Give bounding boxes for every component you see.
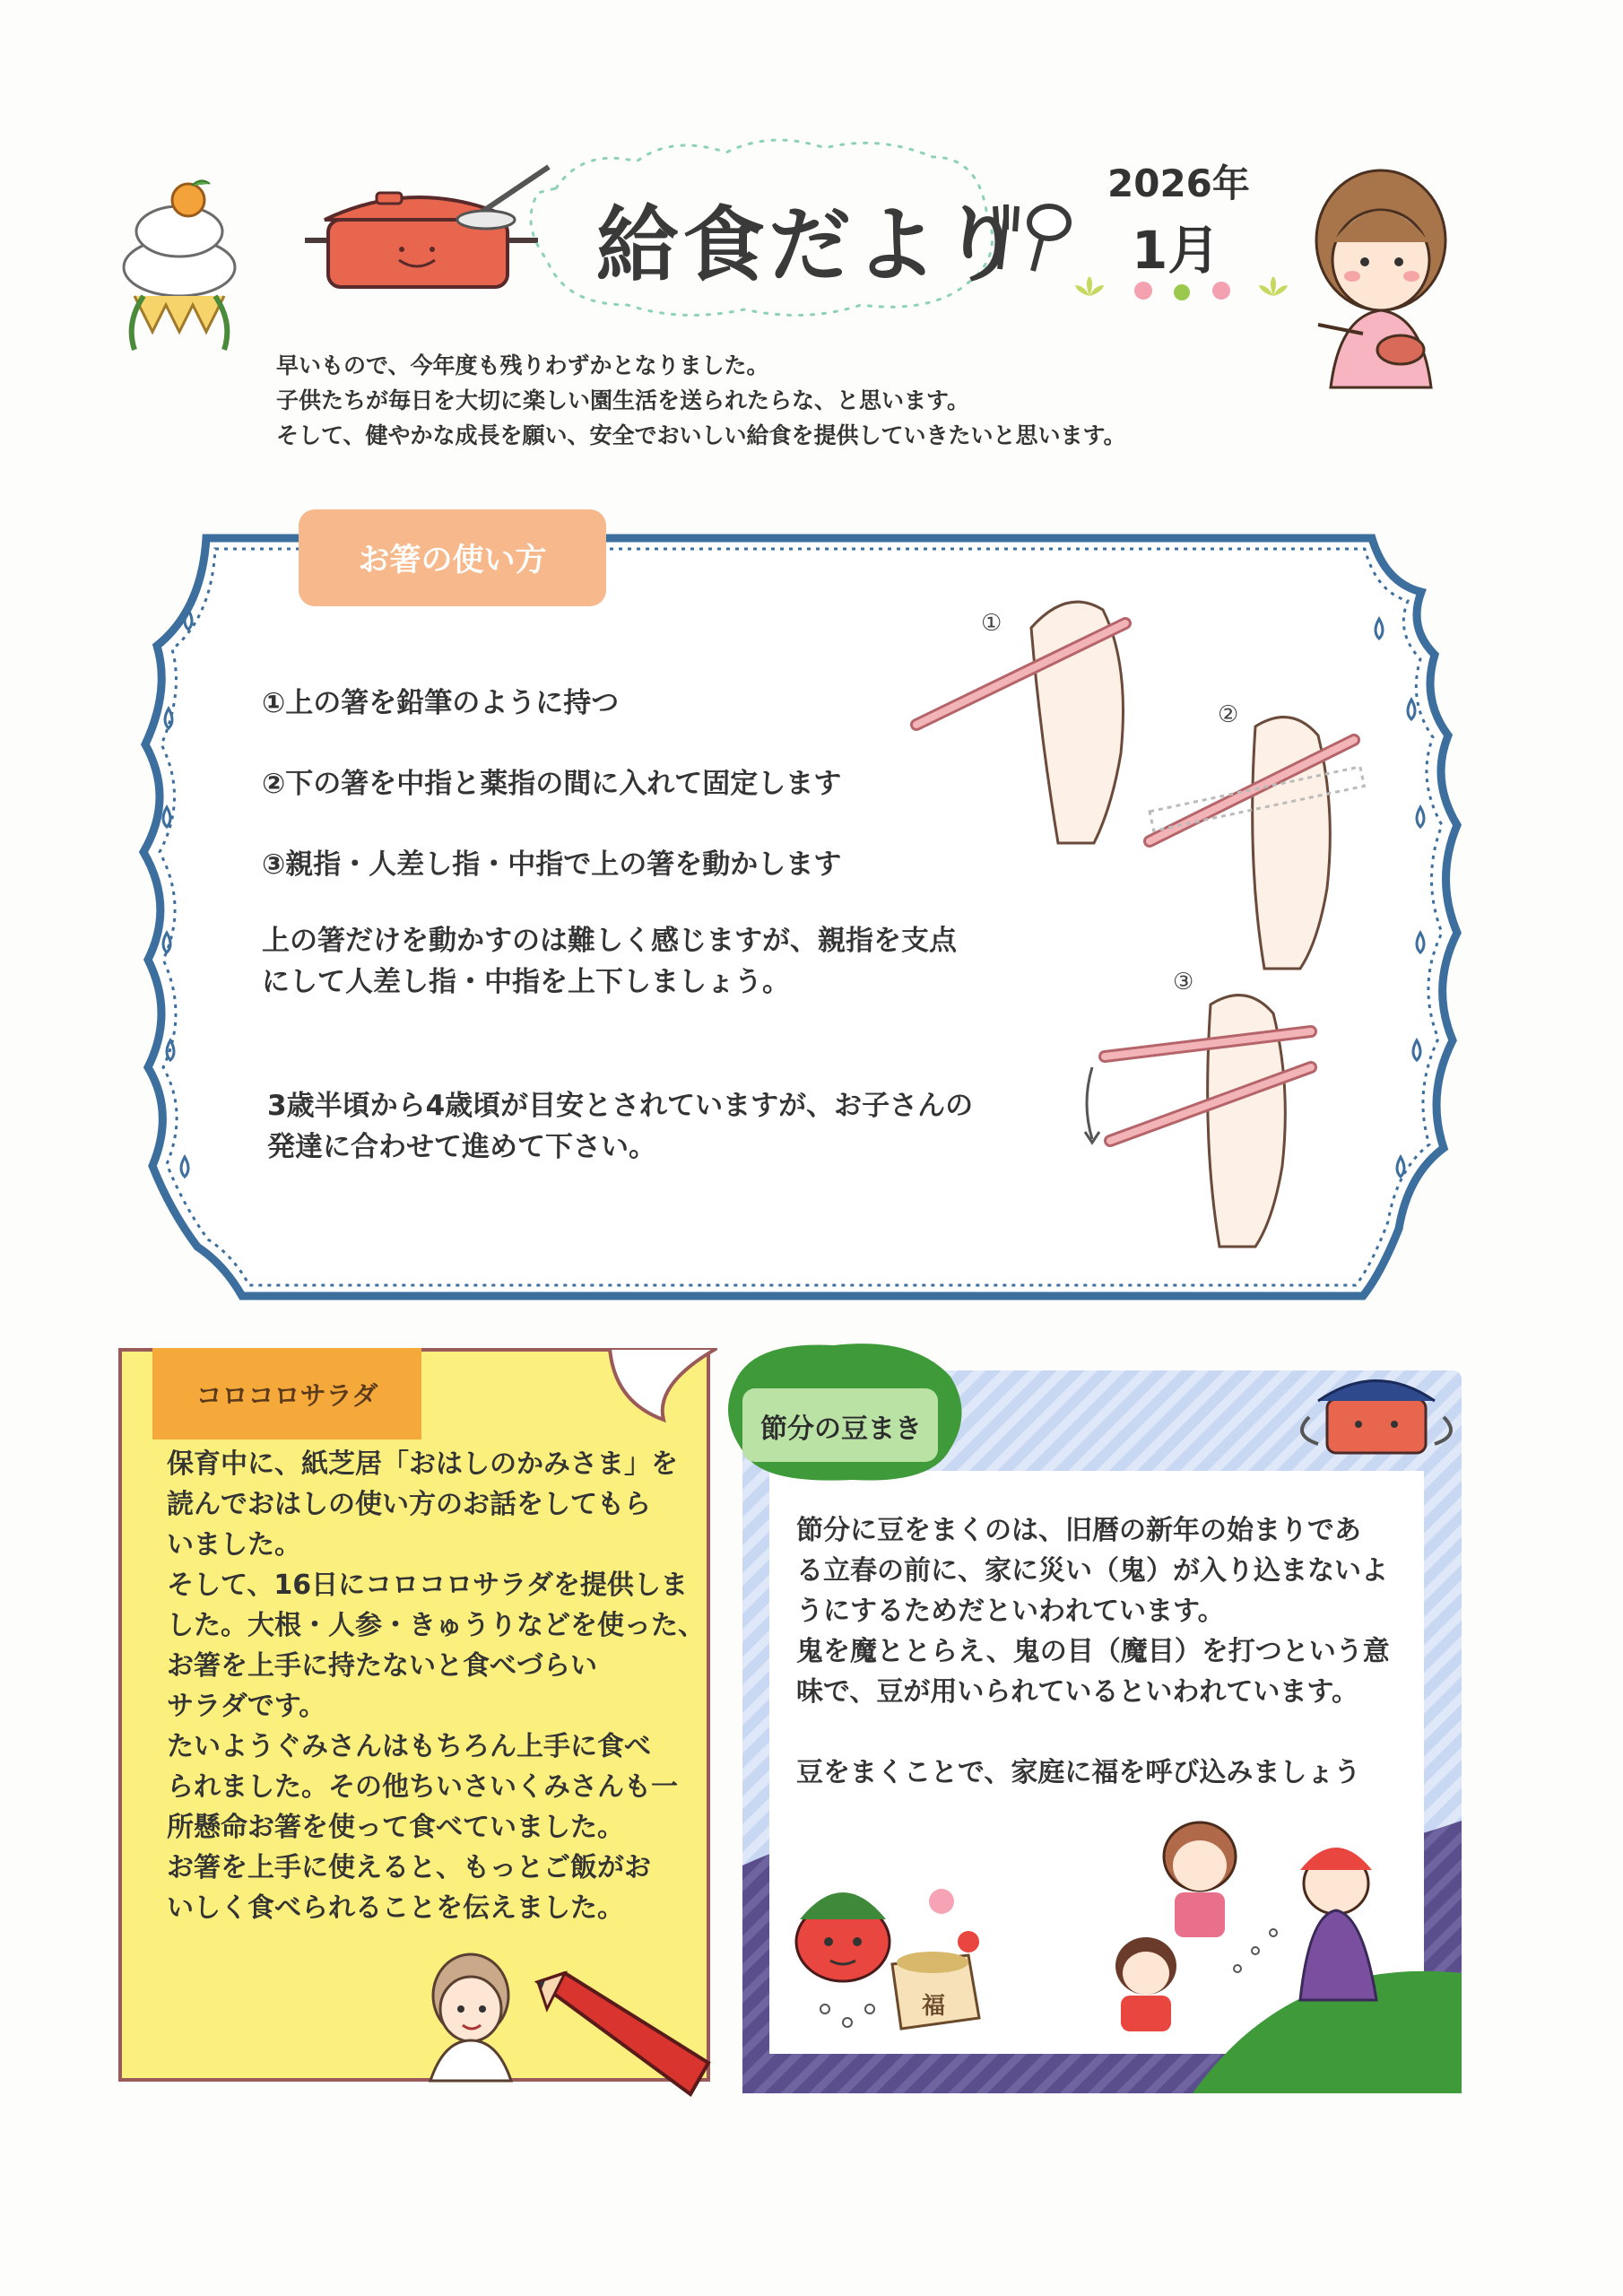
figure-label-1: ①: [981, 610, 1002, 637]
age-line: 発達に合わせて進めて下さい。: [267, 1131, 656, 1163]
salad-section-tag: コロコロサラダ: [152, 1348, 421, 1439]
salad-line: サラダです。: [167, 1691, 326, 1722]
salad-line: お箸を上手に持たないと食べづらい: [167, 1650, 597, 1682]
salad-line: お箸を上手に使えると、もっとご飯がお: [167, 1852, 651, 1883]
age-line: 3歳半頃から4歳頃が目安とされていますが、お子さんの: [267, 1090, 974, 1122]
salad-line: られました。その他ちいさいくみさんも一: [167, 1771, 678, 1803]
salad-line: いました。: [167, 1529, 301, 1561]
setsubun-line: る立春の前に、家に災い（鬼）が入り込まないよ: [796, 1555, 1388, 1587]
intro-line: 子供たちが毎日を大切に楽しい園生活を送られたらな、と思います。: [276, 387, 970, 413]
figure-label-3: ③: [1173, 969, 1194, 996]
fuku-box-label: 福: [922, 1993, 946, 2020]
issue-year: 2026年: [1107, 161, 1250, 205]
step-2: ②下の箸を中指と薬指の間に入れて固定します: [262, 768, 842, 800]
step-1: ①上の箸を鉛筆のように持つ: [262, 687, 620, 719]
tip-line: 上の箸だけを動かすのは難しく感じますが、親指を支点: [262, 925, 957, 957]
setsubun-line: 味で、豆が用いられているといわれています。: [796, 1676, 1358, 1708]
salad-line: 保育中に、紙芝居「おはしのかみさま」を: [167, 1448, 678, 1480]
setsubun-line: うにするためだといわれています。: [796, 1596, 1225, 1627]
salad-line: そして、16日にコロコロサラダを提供しま: [167, 1570, 688, 1601]
tip-line: にして人差し指・中指を上下しましょう。: [262, 966, 790, 998]
salad-line: した。大根・人参・きゅうりなどを使った、: [167, 1610, 705, 1641]
setsubun-line: 鬼を魔ととらえ、鬼の目（魔目）を打つという意: [796, 1636, 1390, 1667]
issue-month: 1月: [1132, 220, 1220, 281]
setsubun-line: 豆をまくことで、家庭に福を呼び込みましょう: [796, 1757, 1361, 1788]
setsubun-line: 節分に豆をまくのは、旧暦の新年の始まりであ: [796, 1515, 1361, 1546]
salad-line: いしく食べられることを伝えました。: [167, 1892, 624, 1924]
salad-line: 所懸命お箸を使って食べていました。: [167, 1812, 624, 1843]
intro-line: 早いもので、今年度も残りわずかとなりました。: [276, 352, 769, 378]
salad-line: たいようぐみさんはもちろん上手に食べ: [167, 1731, 651, 1762]
setsubun-line: [796, 1712, 1424, 1752]
step-3: ③親指・人差し指・中指で上の箸を動かします: [262, 848, 842, 881]
intro-line: そして、健やかな成長を願い、安全でおいしい給食を提供していきたいと思います。: [276, 422, 1126, 448]
chopsticks-section-tag: お箸の使い方: [299, 509, 606, 606]
setsubun-section-tag: 節分の豆まき: [760, 1413, 922, 1445]
setsubun-paragraph: [796, 1510, 1424, 1793]
figure-label-2: ②: [1218, 701, 1239, 728]
salad-line: 読んでおはしの使い方のお話をしてもら: [167, 1489, 651, 1520]
newsletter-title: 給食だより: [596, 197, 1028, 293]
